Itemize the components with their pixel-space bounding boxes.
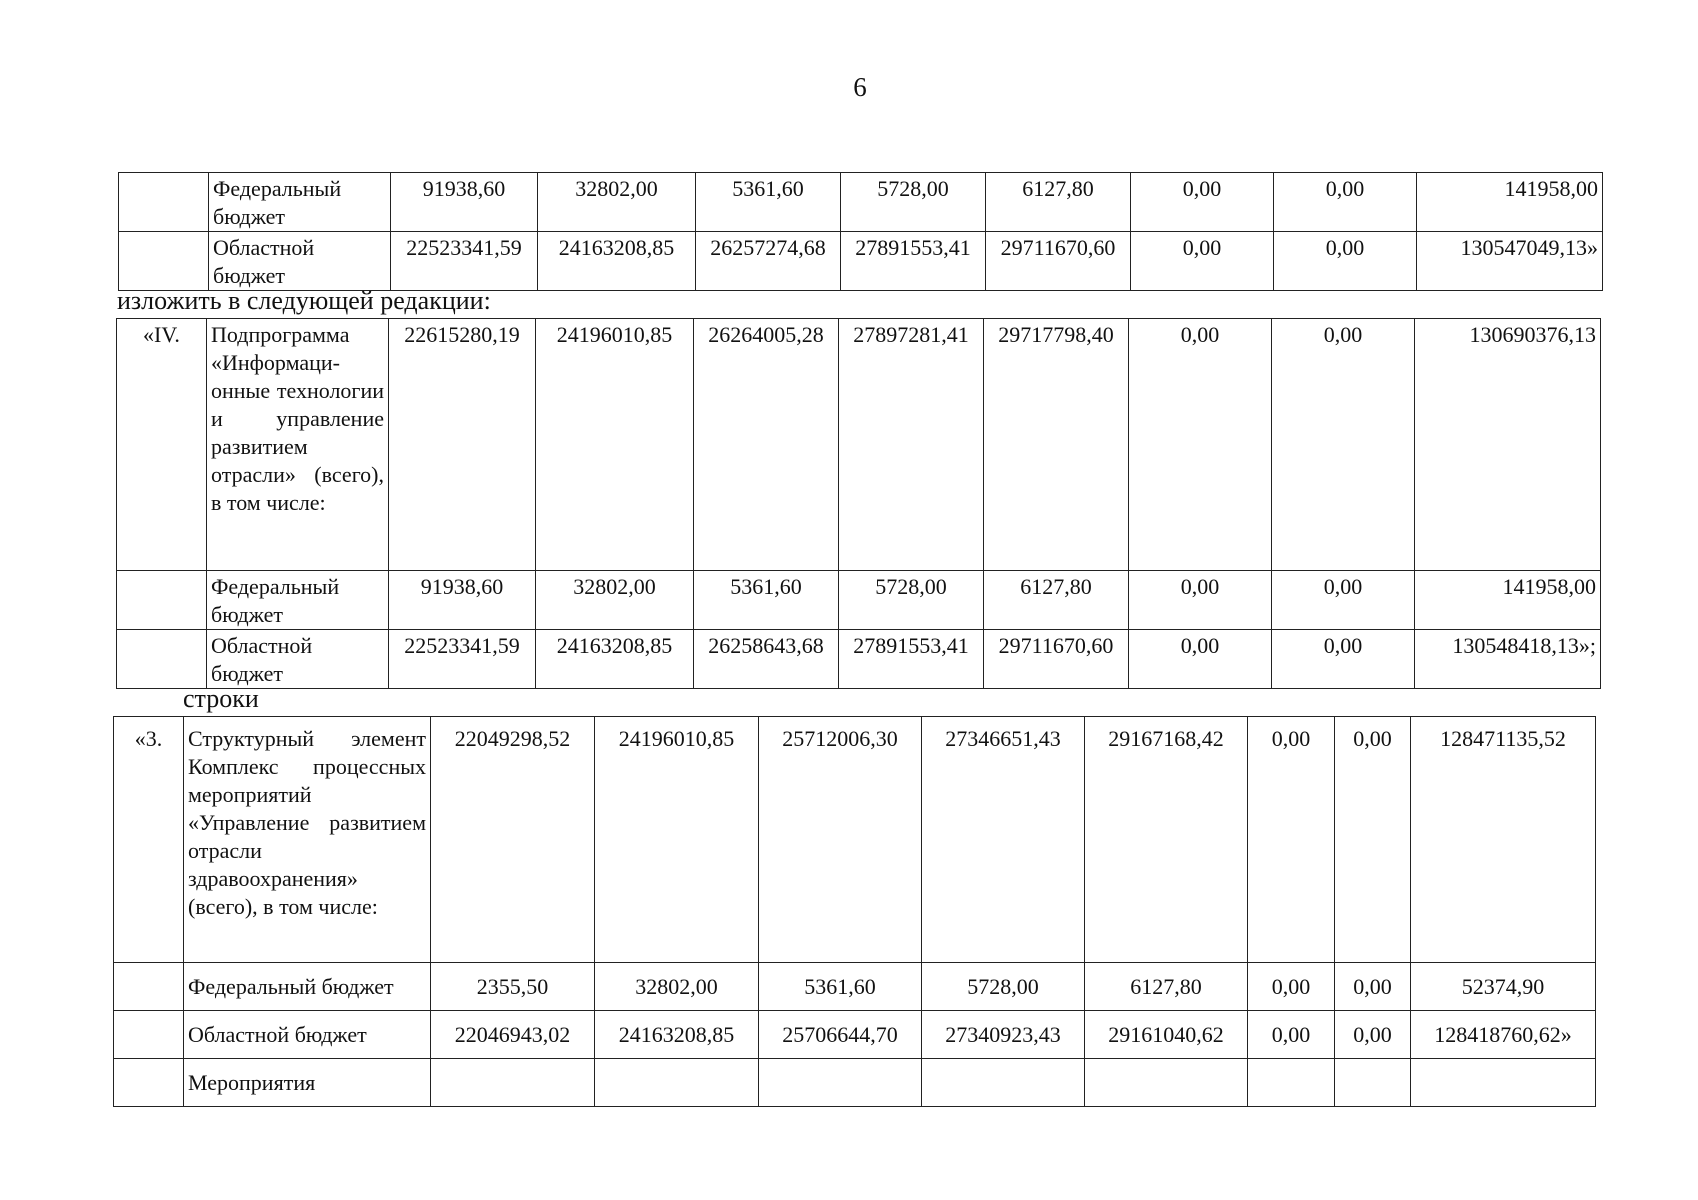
row-index: «3. bbox=[114, 717, 184, 963]
value-cell: 26258643,68 bbox=[694, 630, 839, 689]
value-cell: 29711670,60 bbox=[986, 232, 1131, 291]
total-cell: 128471135,52 bbox=[1411, 717, 1596, 963]
value-cell bbox=[595, 1059, 759, 1107]
value-cell: 27897281,41 bbox=[839, 319, 984, 571]
value-cell: 6127,80 bbox=[986, 173, 1131, 232]
value-cell: 5361,60 bbox=[696, 173, 841, 232]
value-cell bbox=[431, 1059, 595, 1107]
table-row bbox=[119, 173, 1603, 232]
row-index bbox=[117, 571, 207, 630]
value-cell: 24163208,85 bbox=[538, 232, 696, 291]
row-label: Мероприятия bbox=[184, 1059, 431, 1107]
row-label: Федеральный бюджет bbox=[209, 173, 391, 232]
value-cell: 25706644,70 bbox=[759, 1011, 922, 1059]
value-cell: 22046943,02 bbox=[431, 1011, 595, 1059]
value-cell: 32802,00 bbox=[595, 963, 759, 1011]
value-cell: 0,00 bbox=[1335, 963, 1411, 1011]
value-cell: 32802,00 bbox=[536, 571, 694, 630]
value-cell: 0,00 bbox=[1272, 319, 1415, 571]
value-cell: 5728,00 bbox=[841, 173, 986, 232]
total-cell: 128418760,62» bbox=[1411, 1011, 1596, 1059]
value-cell: 26257274,68 bbox=[696, 232, 841, 291]
value-cell: 26264005,28 bbox=[694, 319, 839, 571]
table-row bbox=[114, 1059, 1596, 1107]
table-row bbox=[114, 963, 1596, 1011]
value-cell: 91938,60 bbox=[389, 571, 536, 630]
row-index bbox=[117, 630, 207, 689]
value-cell: 0,00 bbox=[1274, 232, 1417, 291]
value-cell: 22523341,59 bbox=[391, 232, 538, 291]
value-cell: 0,00 bbox=[1272, 571, 1415, 630]
row-label: Областной бюджет bbox=[207, 630, 389, 689]
value-cell: 32802,00 bbox=[538, 173, 696, 232]
total-cell: 130548418,13»; bbox=[1415, 630, 1601, 689]
table-row bbox=[114, 717, 1596, 963]
table-row bbox=[117, 630, 1601, 689]
row-index bbox=[114, 1011, 184, 1059]
value-cell: 0,00 bbox=[1131, 232, 1274, 291]
row-label: Федеральный бюджет bbox=[207, 571, 389, 630]
value-cell: 25712006,30 bbox=[759, 717, 922, 963]
table-row bbox=[117, 571, 1601, 630]
value-cell: 0,00 bbox=[1335, 717, 1411, 963]
value-cell: 5361,60 bbox=[694, 571, 839, 630]
value-cell: 22615280,19 bbox=[389, 319, 536, 571]
value-cell bbox=[922, 1059, 1085, 1107]
value-cell bbox=[759, 1059, 922, 1107]
value-cell: 0,00 bbox=[1248, 1011, 1335, 1059]
value-cell: 5728,00 bbox=[922, 963, 1085, 1011]
value-cell: 22049298,52 bbox=[431, 717, 595, 963]
value-cell: 0,00 bbox=[1274, 173, 1417, 232]
value-cell: 0,00 bbox=[1129, 630, 1272, 689]
row-label: Областной бюджет bbox=[184, 1011, 431, 1059]
row-label: Областной бюджет bbox=[209, 232, 391, 291]
row-label: Подпрограмма «Информаци-онные технологии и управление развитием отрасли» (всего), в том числе: bbox=[207, 319, 389, 571]
budget-table-new bbox=[116, 318, 1601, 689]
value-cell: 5728,00 bbox=[839, 571, 984, 630]
value-cell: 29161040,62 bbox=[1085, 1011, 1248, 1059]
table-row bbox=[114, 1011, 1596, 1059]
value-cell: 0,00 bbox=[1131, 173, 1274, 232]
row-index bbox=[119, 232, 209, 291]
row-index bbox=[114, 1059, 184, 1107]
value-cell: 27340923,43 bbox=[922, 1011, 1085, 1059]
total-cell bbox=[1411, 1059, 1596, 1107]
value-cell bbox=[1335, 1059, 1411, 1107]
value-cell: 27891553,41 bbox=[839, 630, 984, 689]
value-cell: 27346651,43 bbox=[922, 717, 1085, 963]
value-cell: 0,00 bbox=[1129, 571, 1272, 630]
value-cell: 0,00 bbox=[1272, 630, 1415, 689]
table-row bbox=[119, 232, 1603, 291]
value-cell: 22523341,59 bbox=[389, 630, 536, 689]
value-cell: 5361,60 bbox=[759, 963, 922, 1011]
budget-table-structural bbox=[113, 716, 1596, 1107]
value-cell: 29711670,60 bbox=[984, 630, 1129, 689]
page-number: 6 bbox=[853, 72, 867, 102]
value-cell: 6127,80 bbox=[984, 571, 1129, 630]
value-cell: 91938,60 bbox=[391, 173, 538, 232]
table-row bbox=[117, 319, 1601, 571]
row-label: Структурный элемент Комплекс процессных мероприятий «Управление развитием отрасли здравоохранения» (всего), в том числе: bbox=[184, 717, 431, 963]
value-cell: 24196010,85 bbox=[595, 717, 759, 963]
paragraph-text: изложить в следующей редакции: bbox=[117, 286, 491, 315]
row-index bbox=[114, 963, 184, 1011]
value-cell: 27891553,41 bbox=[841, 232, 986, 291]
value-cell: 24163208,85 bbox=[595, 1011, 759, 1059]
value-cell: 6127,80 bbox=[1085, 963, 1248, 1011]
value-cell: 29167168,42 bbox=[1085, 717, 1248, 963]
value-cell: 2355,50 bbox=[431, 963, 595, 1011]
row-index bbox=[119, 173, 209, 232]
value-cell: 24163208,85 bbox=[536, 630, 694, 689]
total-cell: 130690376,13 bbox=[1415, 319, 1601, 571]
total-cell: 130547049,13» bbox=[1417, 232, 1603, 291]
total-cell: 141958,00 bbox=[1417, 173, 1603, 232]
value-cell bbox=[1248, 1059, 1335, 1107]
total-cell: 52374,90 bbox=[1411, 963, 1596, 1011]
value-cell bbox=[1085, 1059, 1248, 1107]
value-cell: 0,00 bbox=[1335, 1011, 1411, 1059]
budget-table-old bbox=[118, 172, 1603, 291]
value-cell: 0,00 bbox=[1248, 963, 1335, 1011]
total-cell: 141958,00 bbox=[1415, 571, 1601, 630]
value-cell: 0,00 bbox=[1248, 717, 1335, 963]
value-cell: 29717798,40 bbox=[984, 319, 1129, 571]
row-label: Федеральный бюджет bbox=[184, 963, 431, 1011]
value-cell: 24196010,85 bbox=[536, 319, 694, 571]
row-index: «IV. bbox=[117, 319, 207, 571]
value-cell: 0,00 bbox=[1129, 319, 1272, 571]
paragraph-text: строки bbox=[183, 684, 259, 713]
